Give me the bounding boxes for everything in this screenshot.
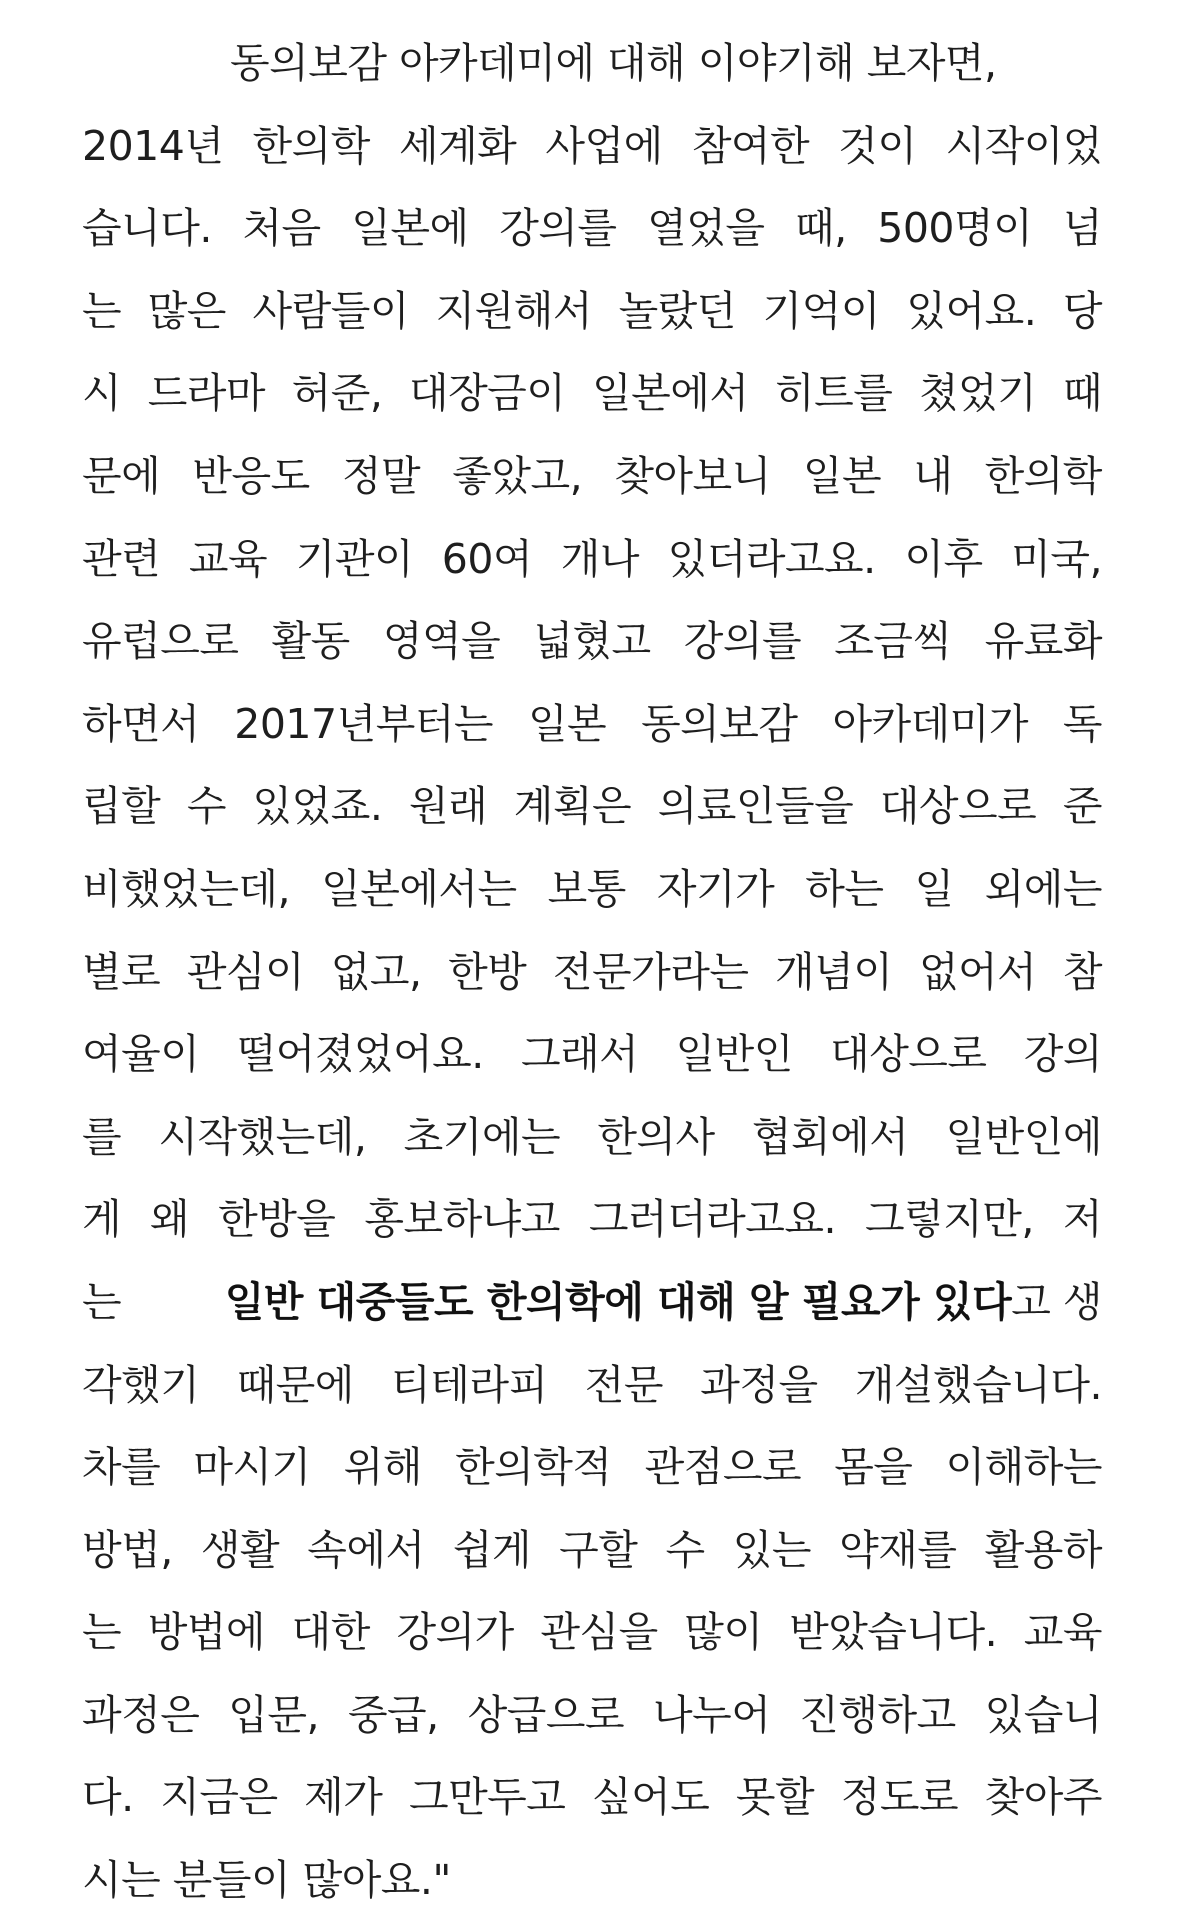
word: 준 (1062, 782, 1102, 831)
word: 때문에 (236, 1360, 354, 1409)
paragraph-line (82, 270, 1102, 353)
paragraph-line (82, 352, 1102, 435)
paragraph-line (82, 187, 1102, 270)
word: 입문, (228, 1690, 320, 1739)
word: 강의가 (396, 1608, 514, 1657)
word: 지금은 (160, 1773, 278, 1822)
word: 영역을 (382, 617, 501, 666)
line-text-before: 는 (82, 1277, 122, 1326)
word: 일본 (527, 699, 607, 748)
paragraph-line (82, 105, 1102, 188)
word: 좋았고, (452, 451, 583, 500)
word: 때, (795, 204, 847, 253)
word: 자기가 (656, 864, 775, 913)
paragraph-line (82, 1096, 1102, 1179)
word: 이해하는 (945, 1443, 1102, 1492)
word: 수 (186, 782, 226, 831)
word: 대장금이 (408, 369, 566, 418)
line-text-after: 고 생 (1011, 1277, 1102, 1326)
word: 강의 (1023, 1030, 1102, 1079)
word: 대한 (291, 1608, 370, 1657)
word: 열었을 (647, 204, 765, 253)
word: 티테라피 (391, 1360, 548, 1409)
word: 홍보하냐고 (364, 1195, 560, 1244)
word: 별로 (82, 947, 161, 996)
word: 있어요. (906, 286, 1037, 335)
word: 기억이 (762, 286, 880, 335)
word: 500명이 (877, 204, 1033, 253)
paragraph-line (82, 1591, 1102, 1674)
paragraph-line (82, 1674, 1102, 1757)
paragraph-line (82, 848, 1102, 931)
word: 립할 (82, 782, 161, 831)
word: 전문 (584, 1360, 664, 1409)
word: 이후 (904, 534, 983, 583)
word: 몸을 (834, 1443, 913, 1492)
word: 그렇지만, (864, 1195, 1034, 1244)
paragraph-line (82, 1839, 1102, 1922)
paragraph-line (82, 435, 1102, 518)
line-text: 시는 분들이 많아요." (82, 1856, 451, 1905)
word: 습니다. (82, 204, 212, 253)
word: 히트를 (775, 369, 893, 418)
word: 있는 (732, 1525, 811, 1574)
word: 받았습니다. (789, 1608, 998, 1657)
word: 넓혔고 (533, 617, 651, 666)
word: 사업에 (545, 121, 663, 170)
word: 비했었는데, (82, 864, 291, 913)
word: 개나 (560, 534, 639, 583)
word: 반응도 (192, 451, 310, 500)
word: 넘 (1062, 204, 1102, 253)
word: 60여 (441, 534, 533, 583)
word: 많은 (147, 286, 226, 335)
word: 한의학적 (455, 1443, 612, 1492)
paragraph-line (82, 518, 1102, 601)
word: 시 (82, 369, 122, 418)
word: 교육 (1023, 1608, 1102, 1657)
word: 마시기 (193, 1443, 311, 1492)
word: 찾아보니 (614, 451, 771, 500)
word: 일반인 (675, 1030, 793, 1079)
word: 많이 (684, 1608, 763, 1657)
word: 싶어도 (592, 1773, 710, 1822)
word: 때 (1062, 369, 1102, 418)
word: 제가 (304, 1773, 383, 1822)
word: 내 (913, 451, 953, 500)
word: 유료화 (984, 617, 1102, 666)
word: 시작했는데, (158, 1112, 367, 1161)
word: 한의학 (984, 451, 1102, 500)
word: 하면서 (82, 699, 200, 748)
word: 왜 (150, 1195, 190, 1244)
line-text: 동의보감 아카데미에 대해 이야기해 보자면, (230, 39, 997, 87)
paragraph-line (82, 22, 1102, 105)
word: 지원해서 (435, 286, 592, 335)
word: 계획은 (513, 782, 632, 831)
word: 초기에는 (403, 1112, 561, 1161)
word: 활용하 (984, 1525, 1102, 1574)
word: 속에서 (307, 1525, 425, 1574)
word: 유럽으로 (82, 617, 239, 666)
word: 를 (82, 1112, 122, 1161)
word: 아카데미가 (832, 699, 1028, 748)
word: 한의사 (597, 1112, 715, 1161)
word: 는 (82, 286, 122, 335)
word: 하는 (805, 864, 884, 913)
word: 상급으로 (467, 1690, 625, 1739)
word: 약재를 (839, 1525, 957, 1574)
paragraph-line (82, 1344, 1102, 1427)
word: 정말 (341, 451, 421, 500)
word: 쳤었기 (918, 369, 1037, 418)
word: 떨어졌었어요. (236, 1030, 484, 1079)
word: 사람들이 (252, 286, 409, 335)
word: 저 (1062, 1195, 1102, 1244)
word: 진행하고 (799, 1690, 956, 1739)
word: 일본에 (351, 204, 469, 253)
word: 교육 (188, 534, 268, 583)
article-body (82, 22, 1102, 1922)
paragraph-line (82, 1756, 1102, 1839)
word: 일본에서 (592, 369, 749, 418)
word: 강의를 (499, 204, 617, 253)
word: 원래 (408, 782, 488, 831)
word: 게 (82, 1195, 122, 1244)
word: 시작이었 (945, 121, 1102, 170)
word: 참여한 (691, 121, 810, 170)
word: 한방을 (218, 1195, 336, 1244)
word: 차를 (82, 1443, 161, 1492)
word: 미국, (1011, 534, 1102, 583)
word: 한방 (448, 947, 527, 996)
word: 과정을 (700, 1360, 818, 1409)
word: 없어서 (918, 947, 1037, 996)
word: 쉽게 (452, 1525, 531, 1574)
word: 처음 (242, 204, 321, 253)
paragraph-line (82, 765, 1102, 848)
word: 관련 (82, 534, 161, 583)
word: 중급, (347, 1690, 439, 1739)
paragraph-line (82, 1509, 1102, 1592)
word: 방법, (82, 1525, 173, 1574)
word: 못할 (735, 1773, 815, 1822)
word: 2014년 (82, 121, 224, 170)
word: 전문가라는 (552, 947, 749, 996)
word: 활동 (271, 617, 350, 666)
word: 조금씩 (834, 617, 952, 666)
word: 있습니 (984, 1690, 1102, 1739)
word: 그만두고 (408, 1773, 566, 1822)
word: 는 (82, 1608, 122, 1657)
word: 당 (1062, 286, 1102, 335)
word: 생활 (200, 1525, 280, 1574)
word: 동의보감 (641, 699, 798, 748)
word: 외에는 (984, 864, 1102, 913)
word: 방법에 (147, 1608, 266, 1657)
word: 대상으로 (879, 782, 1037, 831)
paragraph-line-emphasis (82, 1261, 1102, 1344)
paragraph-line (82, 1178, 1102, 1261)
word: 여율이 (82, 1030, 200, 1079)
word: 일본에서는 (321, 864, 517, 913)
bold-highlight-text: 일반 대중들도 한의학에 대해 알 필요가 있다 (224, 1277, 1012, 1326)
word: 일반인에 (945, 1112, 1102, 1161)
paragraph-line (82, 683, 1102, 766)
word: 위해 (343, 1443, 422, 1492)
word: 정도로 (840, 1773, 959, 1822)
word: 각했기 (82, 1360, 200, 1409)
word: 기관이 (295, 534, 414, 583)
word: 독 (1062, 699, 1102, 748)
word: 찾아주 (984, 1773, 1102, 1822)
word: 관점으로 (644, 1443, 802, 1492)
word: 한의학 (252, 121, 370, 170)
word: 문에 (82, 451, 161, 500)
word: 관심이 (186, 947, 305, 996)
word: 드라마 (147, 369, 266, 418)
word: 나누어 (653, 1690, 771, 1739)
paragraph-line (82, 931, 1102, 1014)
word: 허준, (291, 369, 383, 418)
word: 과정은 (82, 1690, 200, 1739)
word: 있더라고요. (667, 534, 876, 583)
word: 관심을 (540, 1608, 658, 1657)
paragraph-line (82, 1013, 1102, 1096)
word: 개설했습니다. (854, 1360, 1102, 1409)
word: 그래서 (520, 1030, 639, 1079)
word: 수 (665, 1525, 705, 1574)
word: 의료인들을 (657, 782, 854, 831)
word: 놀랐던 (618, 286, 736, 335)
word: 협회에서 (751, 1112, 909, 1161)
word: 다. (82, 1773, 134, 1822)
word: 일 (914, 864, 954, 913)
word: 대상으로 (830, 1030, 987, 1079)
word: 보통 (547, 864, 626, 913)
word: 세계화 (398, 121, 517, 170)
word: 것이 (838, 121, 917, 170)
paragraph-line (82, 1426, 1102, 1509)
word: 참 (1062, 947, 1102, 996)
word: 없고, (330, 947, 422, 996)
paragraph-line (82, 600, 1102, 683)
word: 구할 (559, 1525, 638, 1574)
word: 개념이 (775, 947, 893, 996)
word: 2017년부터는 (234, 699, 494, 748)
word: 그러더라고요. (588, 1195, 836, 1244)
word: 있었죠. (252, 782, 383, 831)
word: 강의를 (683, 617, 802, 666)
word: 일본 (802, 451, 882, 500)
